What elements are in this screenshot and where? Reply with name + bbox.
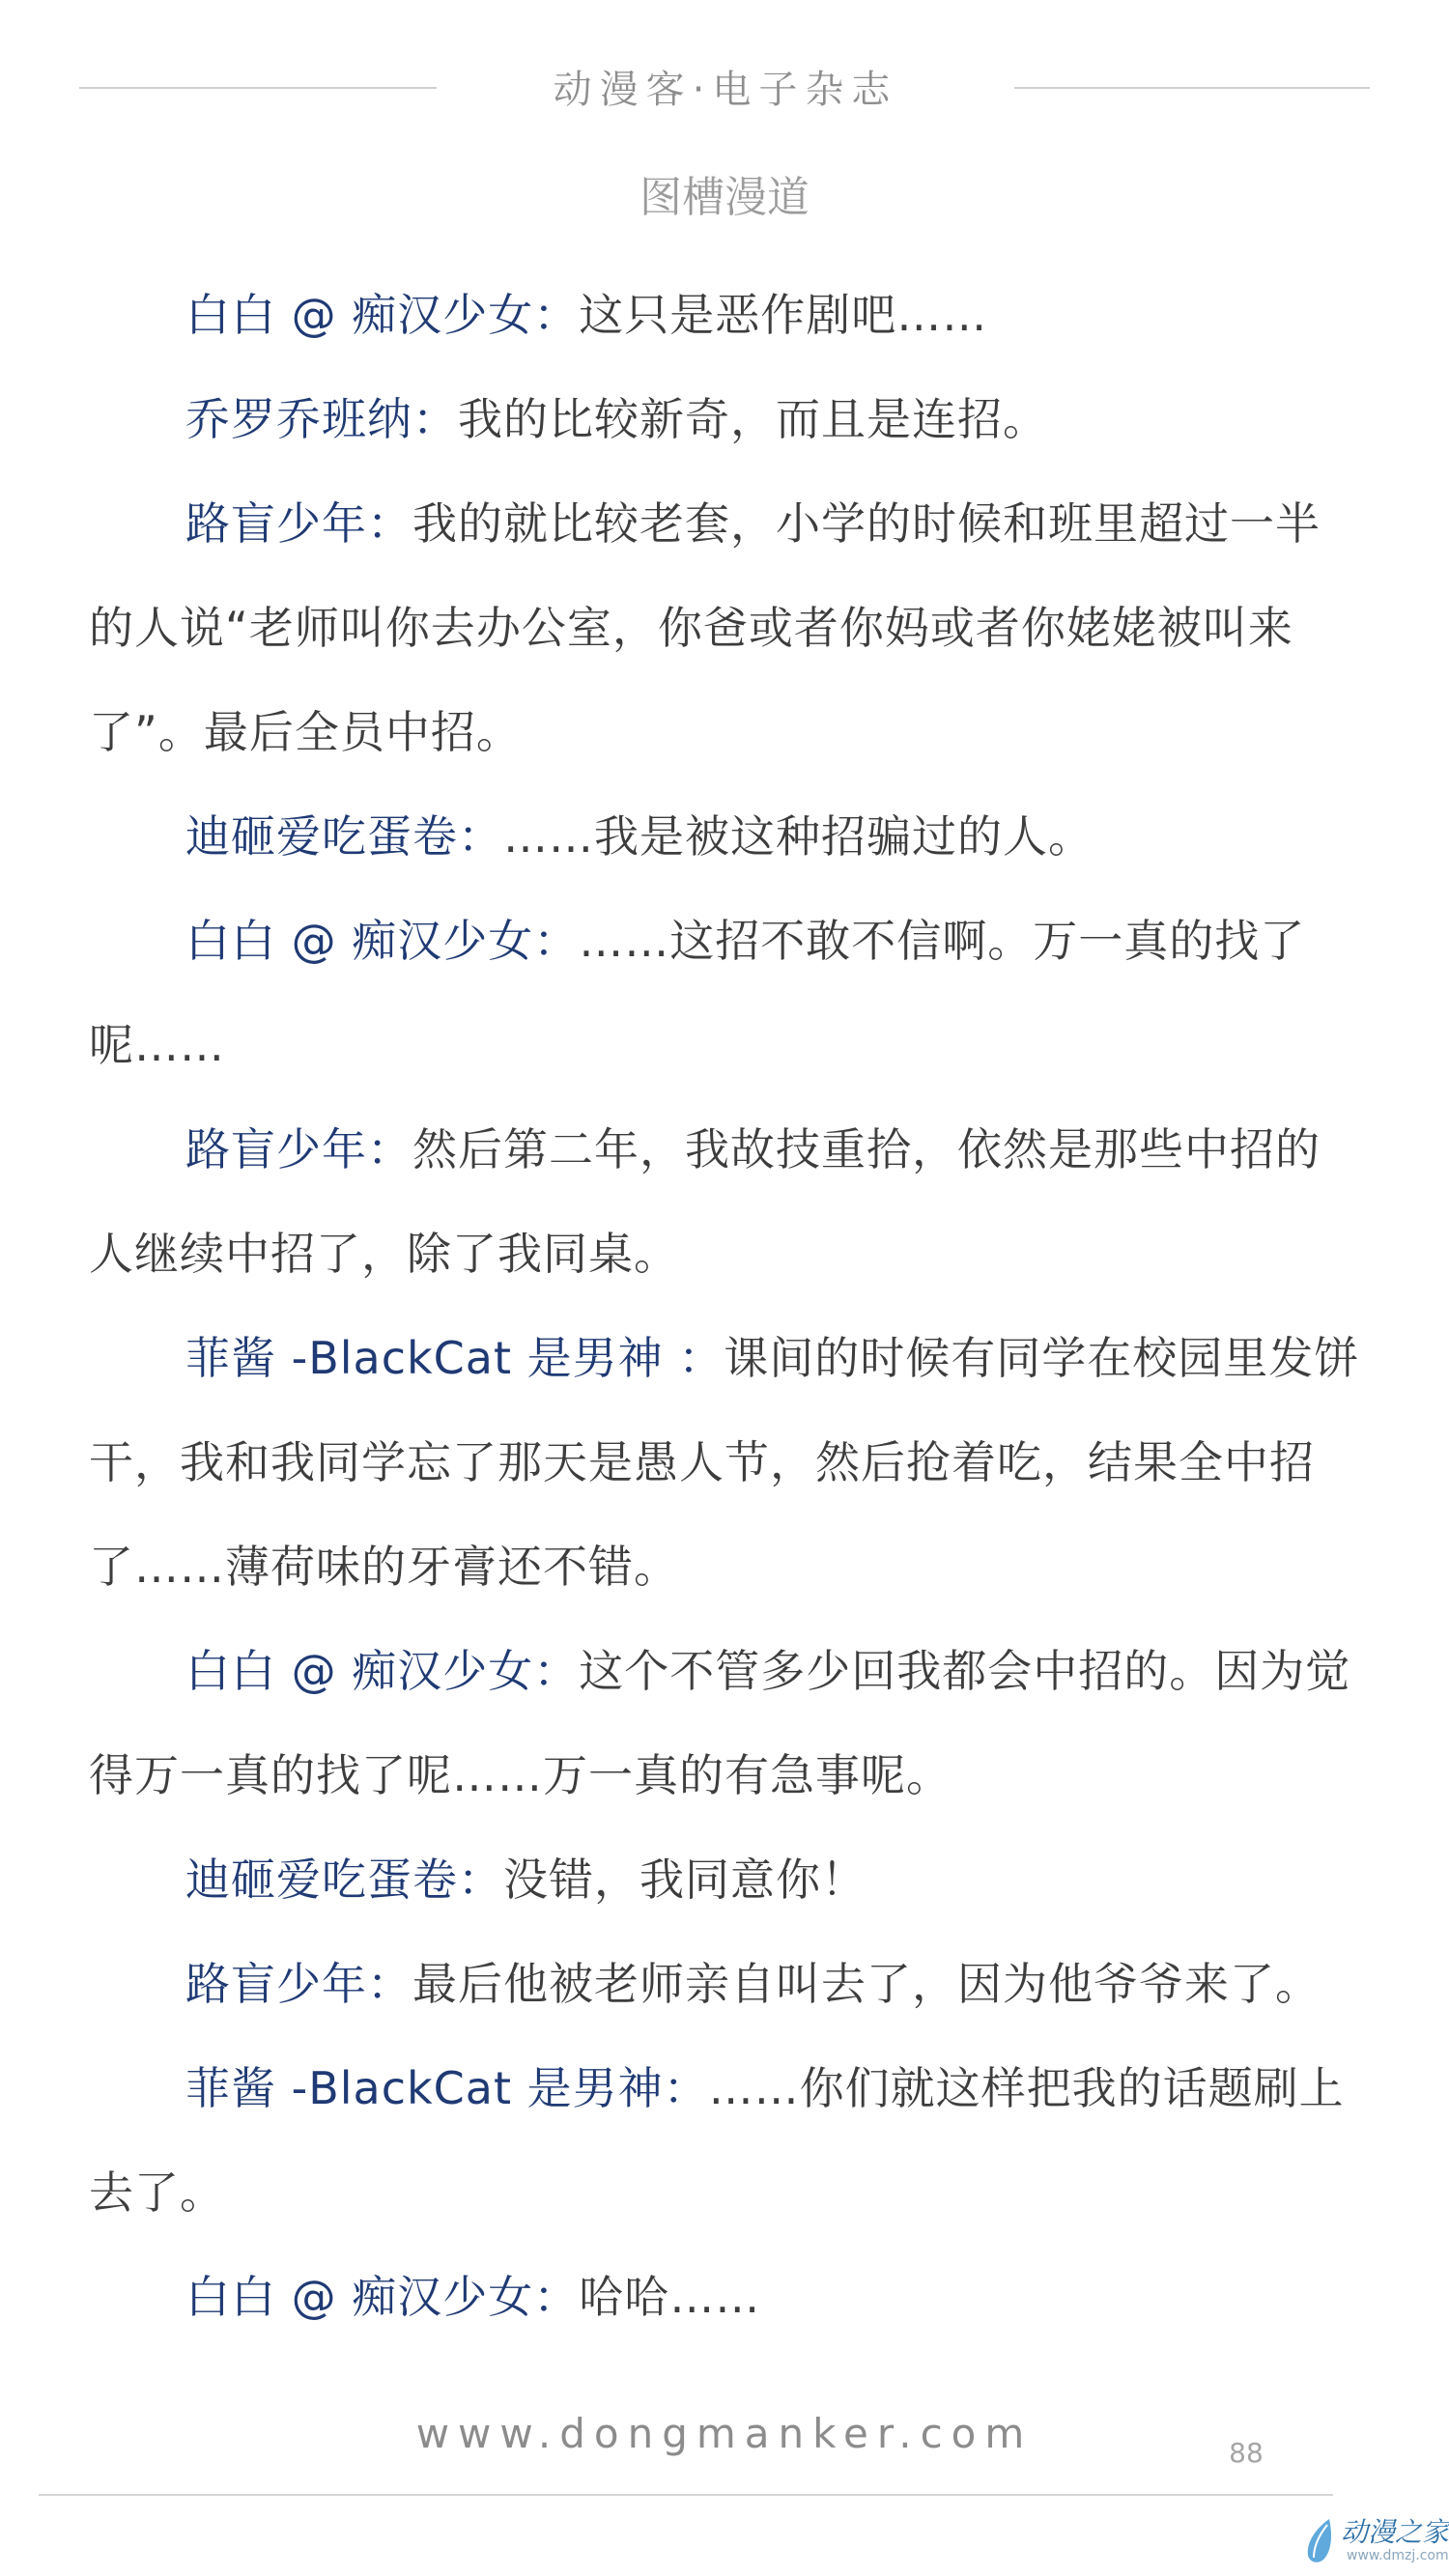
dialogue-paragraph (89, 471, 1364, 784)
speaker-name: 路盲少年： (185, 497, 412, 550)
dialogue-text: 我的就比较老套，小学的时候和班里超过一半的人说“老师叫你去办公室，你爸或者你妈或者你姥姥被叫来了”。最后全员中招。 (89, 497, 1321, 758)
dialogue-paragraph (89, 367, 1364, 471)
dialogue-paragraph (89, 784, 1364, 889)
speaker-name: 菲酱 -BlackCat 是男神： (185, 2062, 709, 2114)
site-watermark (1293, 2511, 1449, 2569)
speaker-name: 菲酱 -BlackCat 是男神 ： (185, 1332, 724, 1384)
speaker-name: 乔罗乔班纳： (185, 393, 458, 445)
dialogue-text: ……我是被这种招骗过的人。 (503, 810, 1094, 863)
speaker-name: 路盲少年： (185, 1958, 412, 2010)
speaker-name: 路盲少年： (185, 1123, 412, 1175)
footer-rule (39, 2494, 1333, 2496)
dialogue-paragraph (89, 1827, 1364, 1932)
dialogue-paragraph (89, 263, 1364, 367)
watermark-name: 动漫之家 (1341, 2516, 1449, 2548)
speaker-name: 迪砸爱吃蛋卷： (185, 1854, 503, 1906)
dialogue-paragraph (89, 1932, 1364, 2036)
dialogue-paragraph (89, 2245, 1364, 2349)
watermark-url: www.dmzj.com (1347, 2548, 1449, 2563)
dialogue-paragraph (89, 889, 1364, 1097)
dialogue-text: 我的比较新奇，而且是连招。 (458, 393, 1048, 445)
header-rule-right (1014, 87, 1370, 89)
speaker-name: 白白 @ 痴汉少女： (185, 289, 580, 341)
speaker-name: 白白 @ 痴汉少女： (185, 2271, 580, 2323)
feather-drop-icon (1300, 2517, 1339, 2565)
dialogue-text: 没错，我同意你！ (503, 1854, 867, 1906)
page-number: 88 (1229, 2437, 1264, 2469)
dialogue-text: 然后第二年，我故技重拾，依然是那些中招的人继续中招了，除了我同桌。 (89, 1123, 1321, 1280)
page-header (0, 56, 1449, 124)
footer-website: www.dongmanker.com (415, 2410, 1034, 2457)
speaker-name: 白白 @ 痴汉少女： (185, 1645, 580, 1697)
speaker-name: 迪砸爱吃蛋卷： (185, 810, 503, 863)
dialogue-paragraph (89, 1619, 1364, 1827)
dialogue-text: ……你们就这样把我的话题刷上去了。 (89, 2062, 1345, 2219)
section-title: 图槽漫道 (639, 173, 810, 222)
dialogue-text: 哈哈…… (579, 2271, 761, 2323)
dialogue-text: 这个不管多少回我都会中招的。因为觉得万一真的找了呢……万一真的有急事呢。 (89, 1645, 1351, 1801)
dialogue-paragraph (89, 2036, 1364, 2245)
dialogue-text: ……这招不敢不信啊。万一真的找了呢…… (89, 915, 1306, 1071)
magazine-title: 动漫客·电子杂志 (553, 68, 898, 112)
dialogue-paragraph (89, 1097, 1364, 1306)
dialogue-text: 课间的时候有同学在校园里发饼干，我和我同学忘了那天是愚人节，然后抢着吃，结果全中招了……薄荷味的牙膏还不错。 (89, 1332, 1360, 1593)
dialogue-text: 这只是恶作剧吧…… (579, 289, 988, 341)
speaker-name: 白白 @ 痴汉少女： (185, 915, 580, 967)
article-body (89, 263, 1364, 2349)
dialogue-text: 最后他被老师亲自叫去了，因为他爷爷来了。 (412, 1958, 1321, 2010)
header-rule-left (79, 87, 437, 89)
dialogue-paragraph (89, 1306, 1364, 1619)
